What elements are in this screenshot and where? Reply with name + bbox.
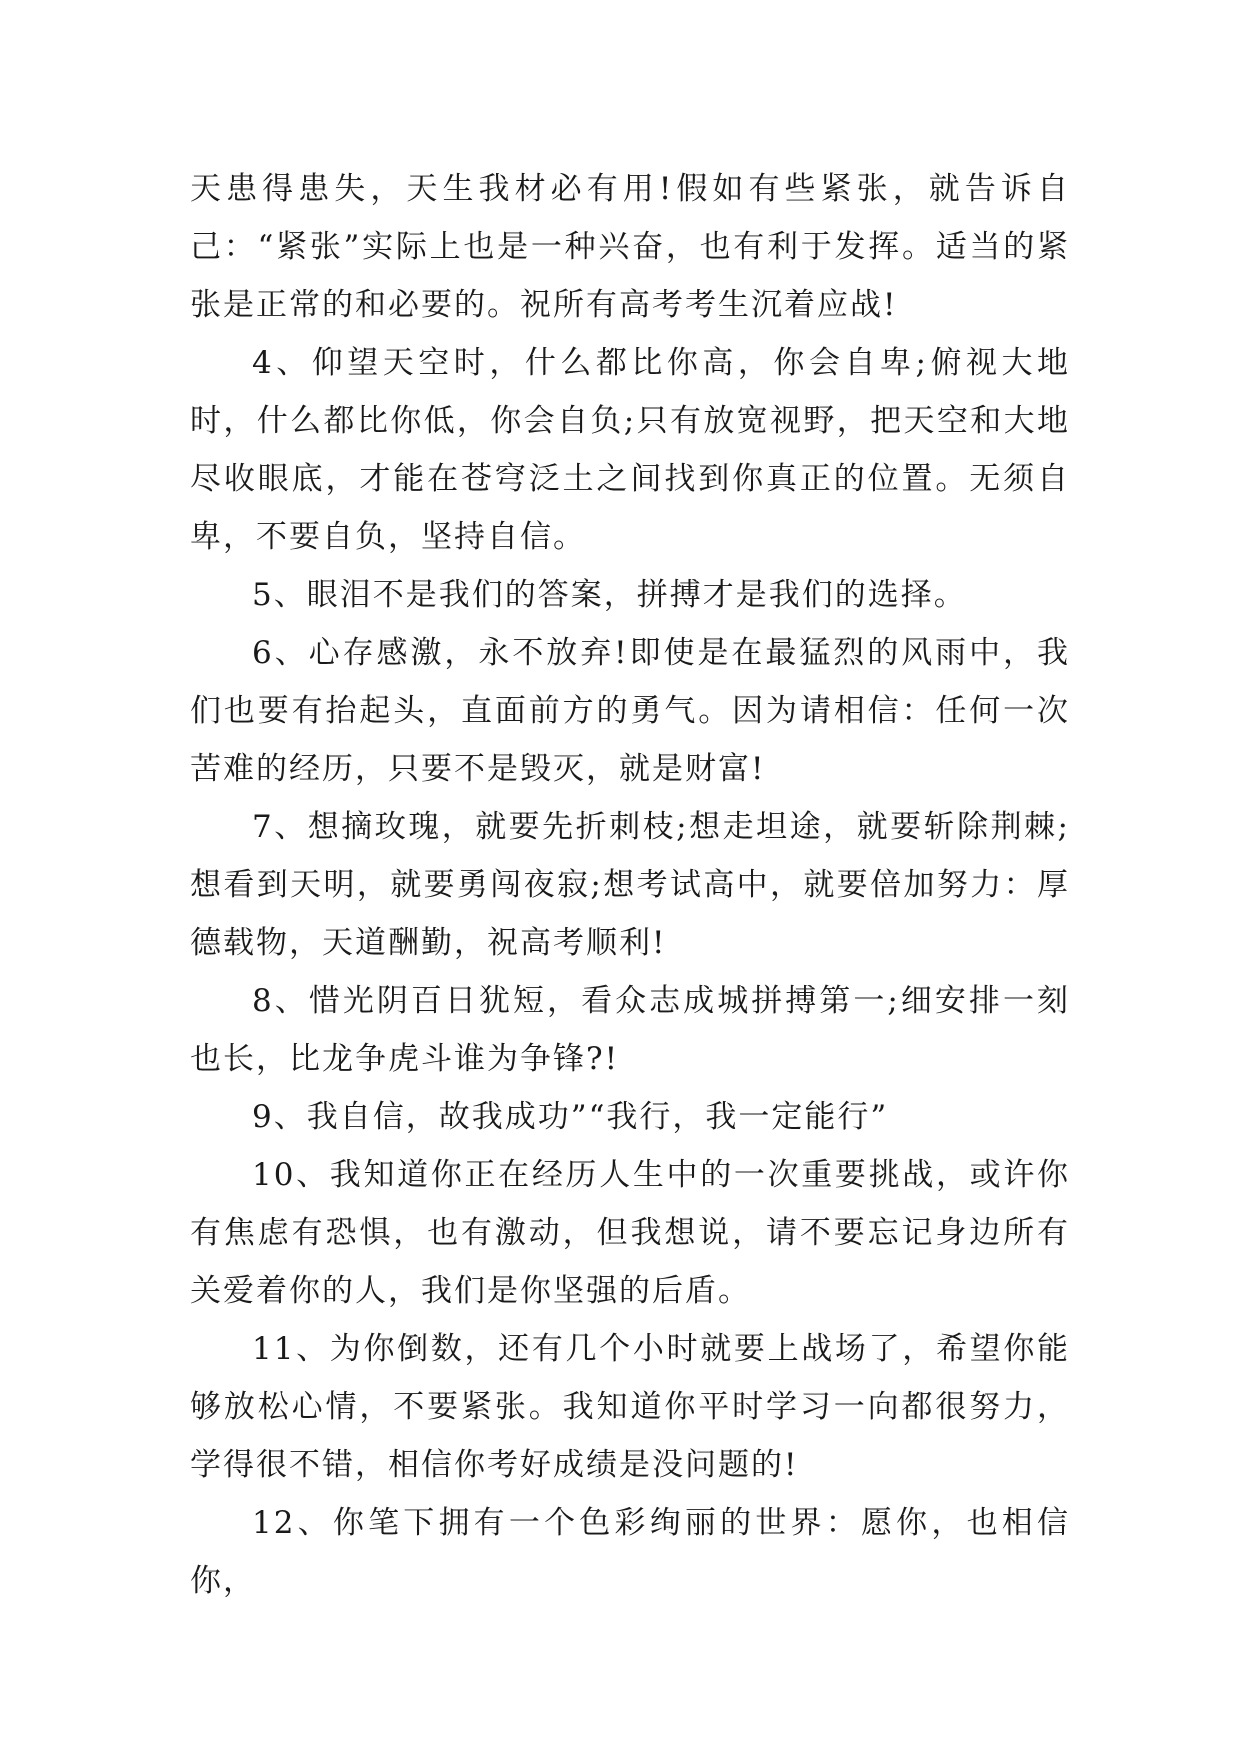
paragraph-12: 12、你笔下拥有一个色彩绚丽的世界：愿你，也相信你， bbox=[190, 1505, 1070, 1599]
paragraph-4: 4、仰望天空时，什么都比你高，你会自卑;俯视大地时，什么都比你低，你会自负;只有放宽视野，把天空和大地尽收眼底，才能在苍穹泛土之间找到你真正的位置。无须自卑，不要自负，坚持自信。 bbox=[190, 345, 1070, 555]
paragraph-7: 7、想摘玫瑰，就要先折刺枝;想走坦途，就要斩除荆棘;想看到天明，就要勇闯夜寂;想考试高中，就要倍加努力：厚德载物，天道酬勤，祝高考顺利! bbox=[190, 809, 1070, 961]
paragraph-5: 5、眼泪不是我们的答案，拼搏才是我们的选择。 bbox=[252, 577, 967, 613]
paragraph-11: 11、为你倒数，还有几个小时就要上战场了，希望你能够放松心情，不要紧张。我知道你平时学习一向都很努力，学得很不错，相信你考好成绩是没问题的! bbox=[190, 1331, 1070, 1483]
paragraph-8: 8、惜光阴百日犹短，看众志成城拼搏第一;细安排一刻也长，比龙争虎斗谁为争锋?! bbox=[190, 983, 1070, 1077]
paragraph-continued: 天患得患失，天生我材必有用!假如有些紧张，就告诉自己：“紧张”实际上也是一种兴奋，也有利于发挥。适当的紧张是正常的和必要的。祝所有高考考生沉着应战! bbox=[190, 171, 1070, 323]
document-body bbox=[190, 160, 1070, 1610]
paragraph-9: 9、我自信，故我成功”“我行，我一定能行” bbox=[252, 1099, 889, 1135]
paragraph-6: 6、心存感激，永不放弃!即使是在最猛烈的风雨中，我们也要有抬起头，直面前方的勇气。因为请相信：任何一次苦难的经历，只要不是毁灭，就是财富! bbox=[190, 635, 1070, 787]
paragraph-10: 10、我知道你正在经历人生中的一次重要挑战，或许你有焦虑有恐惧，也有激动，但我想说，请不要忘记身边所有关爱着你的人，我们是你坚强的后盾。 bbox=[190, 1157, 1070, 1309]
